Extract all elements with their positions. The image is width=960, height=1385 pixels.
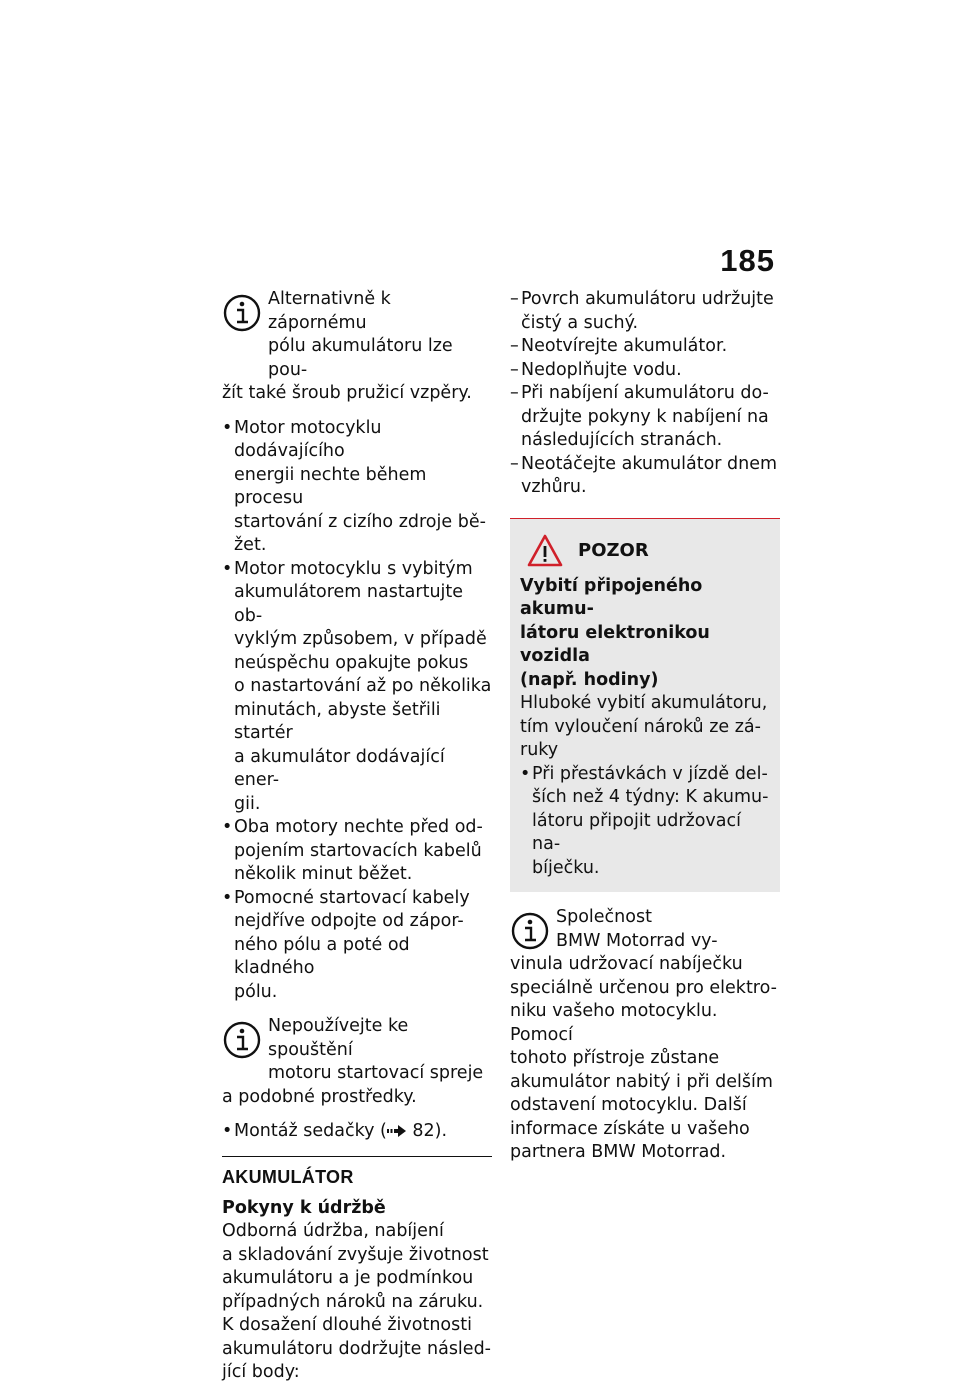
note-line: tohoto přístroje zůstane xyxy=(510,1048,720,1068)
warning-title: Vybití připojeného akumu- látoru elektronikou vozidla (např. hodiny) xyxy=(520,575,710,690)
bullet-item-reference: • Montáž sedačky ( 82). xyxy=(222,1121,448,1141)
note-line: žít také šroub pružicí vzpěry. xyxy=(222,383,472,403)
dash-item: – Neotvírejte akumulátor. xyxy=(510,335,780,359)
info-icon xyxy=(222,293,262,333)
body-line: případných nároků na záruku. xyxy=(222,1291,484,1312)
info-icon xyxy=(510,911,550,951)
bullet-line: o nastartování až po několika xyxy=(234,676,492,696)
bullet-line: vyklým způsobem, v případě xyxy=(234,629,487,649)
page-number: 185 xyxy=(720,243,775,278)
bullet-line: Motor motocyklu s vybitým xyxy=(234,558,473,579)
dash-line: Neotvírejte akumulátor. xyxy=(521,336,728,356)
body-line: a skladování zvyšuje životnost xyxy=(222,1244,489,1265)
dash-line: Povrch akumulátoru udržujte xyxy=(521,289,774,309)
bullet-line: minutách, abyste šetřili startér xyxy=(234,699,441,743)
bullet-line: a akumulátor dodávající ener- xyxy=(234,746,445,790)
dash-line: Nedoplňujte vodu. xyxy=(521,359,682,380)
bullet-line: akumulátorem nastartujte ob- xyxy=(234,582,464,626)
bullet-line: žet. xyxy=(234,535,267,555)
left-column xyxy=(222,288,492,1385)
body-line: K dosažení dlouhé životnosti xyxy=(222,1315,472,1335)
section-title: AKUMULÁTOR xyxy=(222,1156,492,1189)
bullet-line: Pomocné startovací kabely xyxy=(234,887,470,908)
note-line: Alternativně k zápornému xyxy=(268,289,391,333)
bullet-line: pojením startovacích kabelů xyxy=(234,840,482,861)
note-line: Nepoužívejte ke spouštění xyxy=(268,1016,409,1060)
bullet-line: Motor motocyklu dodávajícího xyxy=(234,417,382,461)
bullet-item: • Motor motocyklu dodávajícího energii nechte během procesu startování z cizího zdroje bě- žet. xyxy=(222,417,492,558)
info-note-2 xyxy=(222,1015,492,1109)
note-line: a podobné prostředky. xyxy=(222,1086,417,1107)
bullet-line: energii nechte během procesu xyxy=(234,464,427,508)
body-line: jící body: xyxy=(222,1362,300,1382)
info-icon xyxy=(222,1020,262,1060)
bullet-line: několik minut běžet. xyxy=(234,864,413,884)
bullet-line: nejdříve odpojte od zápor- xyxy=(234,911,464,931)
body-line: Odborná údržba, nabíjení xyxy=(222,1221,444,1241)
dash-line: následujících stranách. xyxy=(521,430,723,450)
dash-line: Při nabíjení akumulátoru do- xyxy=(521,383,769,403)
note-line: informace získáte u vašeho xyxy=(510,1118,750,1139)
note-line: speciálně určenou pro elektro- xyxy=(510,977,777,998)
note-line: partnera BMW Motorrad. xyxy=(510,1142,727,1162)
warning-label: POZOR xyxy=(578,539,649,561)
note-line: motoru startovací spreje xyxy=(268,1063,484,1083)
bullet-line: startování z cizího zdroje bě- xyxy=(234,511,486,532)
info-note-3 xyxy=(510,906,780,1165)
body-text xyxy=(222,1220,492,1385)
bullet-item: • Pomocné startovací kabely nejdříve odpojte od zápor- ného pólu a poté od kladného pólu. xyxy=(222,887,492,1005)
warning-triangle-icon xyxy=(526,533,564,569)
dash-line: Neotáčejte akumulátor dnem xyxy=(521,453,778,474)
bullet-line: neúspěchu opakujte pokus xyxy=(234,652,469,673)
note-line: BMW Motorrad vy- xyxy=(556,930,718,951)
dash-line: vzhůru. xyxy=(521,477,587,497)
dash-line: čistý a suchý. xyxy=(521,312,639,333)
arrow-right-icon[interactable] xyxy=(387,1125,407,1137)
warning-box xyxy=(510,518,780,893)
note-line: akumulátor nabitý i při delším xyxy=(510,1071,773,1092)
subheading: Pokyny k údržbě xyxy=(222,1197,386,1218)
dash-item: – Neotáčejte akumulátor dnem vzhůru. xyxy=(510,453,780,500)
dash-item: – Nedoplňujte vodu. xyxy=(510,359,780,383)
dash-item: – Při nabíjení akumulátoru do- držujte pokyny k nabíjení na následujících stranách. xyxy=(510,382,780,453)
note-line: vinula udržovací nabíječku xyxy=(510,954,743,974)
note-line: pólu akumulátoru lze pou- xyxy=(268,336,453,380)
reference-page: 82). xyxy=(406,1121,448,1141)
bullet-item: • Motor motocyklu s vybitým akumulátorem nastartujte ob- vyklým způsobem, v případě neúspěchu opakujte pokus o nastartování až po několika minutách, abyste šetřili startér a akumulátor dodávající ener- gii. xyxy=(222,558,492,817)
note-line: Společnost xyxy=(556,907,652,927)
dash-line: držujte pokyny k nabíjení na xyxy=(521,406,769,427)
bullet-line: pólu. xyxy=(234,981,278,1002)
bullet-line: gii. xyxy=(234,793,261,814)
body-line: akumulátoru dodržujte násled- xyxy=(222,1338,491,1359)
warning-text: Hluboké vybití akumulátoru, tím vyloučení nároků ze zá- ruky xyxy=(520,693,768,760)
right-column xyxy=(510,288,780,1176)
info-note-1 xyxy=(222,288,492,406)
note-line: niku vašeho motocyklu. Pomocí xyxy=(510,1001,718,1045)
bullet-line: ného pólu a poté od kladného xyxy=(234,934,410,978)
warning-bullet: • Při přestávkách v jízdě del- ších než 4 týdny: K akumu- látoru připojit udržovací na- bíječku. xyxy=(520,763,769,878)
body-line: akumulátoru a je podmínkou xyxy=(222,1268,474,1288)
dash-item: – Povrch akumulátoru udržujte čistý a suchý. xyxy=(510,288,780,335)
bullet-item: • Oba motory nechte před od- pojením startovacích kabelů několik minut běžet. xyxy=(222,816,492,887)
reference-text: Montáž sedačky ( xyxy=(234,1121,387,1141)
bullet-line: Oba motory nechte před od- xyxy=(234,817,483,837)
note-line: odstavení motocyklu. Další xyxy=(510,1095,747,1115)
